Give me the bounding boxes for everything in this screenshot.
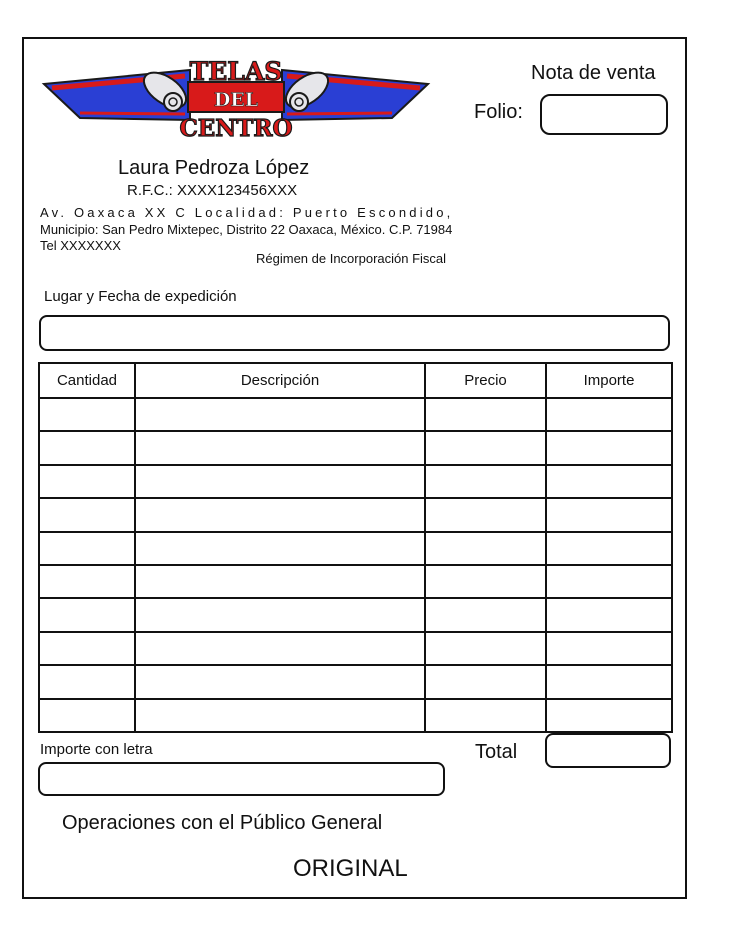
table-cell[interactable] [39, 532, 135, 565]
table-row [39, 532, 672, 565]
table-header-row [39, 363, 672, 398]
table-cell[interactable] [135, 398, 425, 431]
table-cell[interactable] [546, 431, 672, 464]
copy-label: ORIGINAL [293, 855, 408, 882]
issuer-name: Laura Pedroza López [118, 157, 310, 179]
table-cell[interactable] [135, 532, 425, 565]
table-cell[interactable] [39, 632, 135, 665]
issuer-address-line2: Municipio: San Pedro Mixtepec, Distrito 22 Oaxaca, México. C.P. 71984 [40, 222, 453, 237]
table-cell[interactable] [135, 632, 425, 665]
document-type-title: Nota de venta [531, 62, 656, 84]
tax-regime: Régimen de Incorporación Fiscal [256, 251, 447, 266]
table-row [39, 598, 672, 631]
table-row [39, 465, 672, 498]
table-cell[interactable] [39, 431, 135, 464]
table-cell[interactable] [425, 532, 546, 565]
folio-label: Folio: [474, 101, 523, 123]
table-cell[interactable] [135, 565, 425, 598]
table-cell[interactable] [135, 431, 425, 464]
table-cell[interactable] [39, 565, 135, 598]
table-cell[interactable] [39, 665, 135, 698]
table-cell[interactable] [39, 598, 135, 631]
table-cell[interactable] [546, 632, 672, 665]
issuer-phone: Tel XXXXXXX [40, 238, 121, 253]
table-row [39, 632, 672, 665]
table-cell[interactable] [546, 598, 672, 631]
table-cell[interactable] [39, 498, 135, 531]
table-row [39, 431, 672, 464]
total-label: Total [475, 741, 518, 763]
header-importe: Importe [546, 363, 672, 398]
table-cell[interactable] [546, 498, 672, 531]
table-cell[interactable] [425, 699, 546, 732]
table-cell[interactable] [425, 565, 546, 598]
header-precio: Precio [425, 363, 546, 398]
table-row [39, 398, 672, 431]
items-table [38, 362, 673, 733]
table-cell[interactable] [135, 665, 425, 698]
issuer-address-line1: Av. Oaxaca XX C Localidad: Puerto Escondido, [40, 205, 454, 220]
table-cell[interactable] [425, 665, 546, 698]
table-cell[interactable] [546, 665, 672, 698]
table-cell[interactable] [39, 398, 135, 431]
table-row [39, 665, 672, 698]
folio-field[interactable] [540, 94, 668, 135]
table-cell[interactable] [425, 498, 546, 531]
table-cell[interactable] [135, 498, 425, 531]
logo-line2: DEL [213, 89, 259, 111]
issuer-rfc: R.F.C.: XXXX123456XXX [127, 182, 298, 199]
place-date-field[interactable] [39, 315, 670, 351]
table-cell[interactable] [425, 598, 546, 631]
table-cell[interactable] [425, 431, 546, 464]
logo-line3: CENTRO [179, 115, 293, 142]
table-row [39, 699, 672, 732]
table-cell[interactable] [135, 465, 425, 498]
table-cell[interactable] [135, 699, 425, 732]
table-row [39, 565, 672, 598]
table-cell[interactable] [39, 465, 135, 498]
table-cell[interactable] [546, 532, 672, 565]
table-cell[interactable] [39, 699, 135, 732]
table-cell[interactable] [135, 598, 425, 631]
table-row [39, 498, 672, 531]
amount-in-words-field[interactable] [38, 762, 445, 796]
total-field[interactable] [545, 733, 671, 768]
amount-in-words-label: Importe con letra [40, 741, 153, 758]
table-cell[interactable] [425, 632, 546, 665]
telas-del-centro-logo [40, 56, 432, 142]
table-cell[interactable] [425, 465, 546, 498]
table-cell[interactable] [546, 565, 672, 598]
table-cell[interactable] [546, 699, 672, 732]
logo-line1: TELAS [189, 57, 283, 86]
operations-note: Operaciones con el Público General [62, 812, 383, 834]
table-cell[interactable] [546, 398, 672, 431]
place-date-label: Lugar y Fecha de expedición [44, 288, 237, 305]
header-cantidad: Cantidad [39, 363, 135, 398]
table-cell[interactable] [546, 465, 672, 498]
header-descripcion: Descripción [135, 363, 425, 398]
table-cell[interactable] [425, 398, 546, 431]
